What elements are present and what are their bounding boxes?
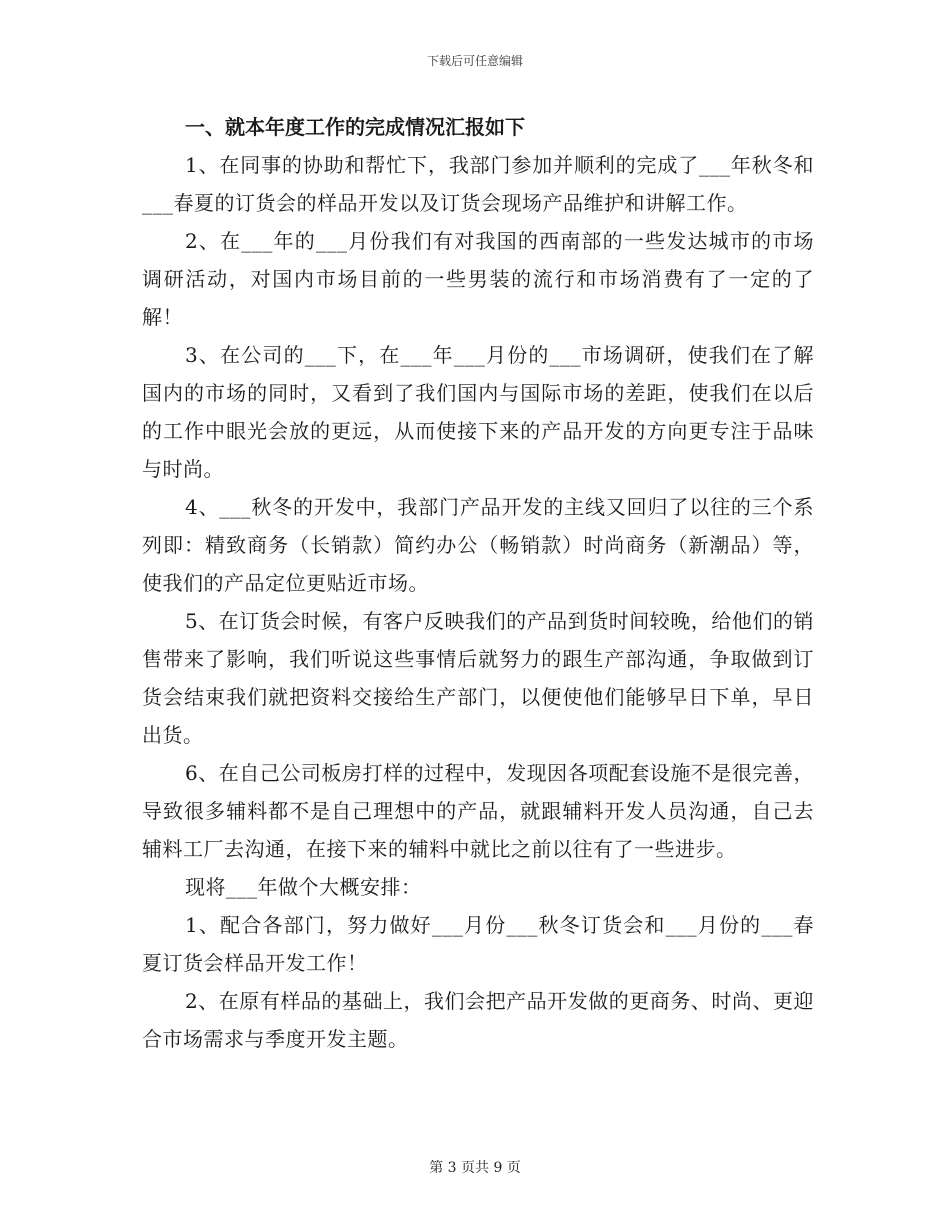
paragraph-2: 2、在___年的___月份我们有对我国的西南部的一些发达城市的市场调研活动，对国内市场目前的一些男装的流行和市场消费有了一定的了解！ — [142, 229, 814, 329]
section-heading: 一、就本年度工作的完成情况汇报如下 — [185, 115, 525, 139]
page-header-note: 下载后可任意编辑 — [426, 54, 523, 68]
plan-item-1: 1、配合各部门，努力做好___月份___秋冬订货会和___月份的___春夏订货会样品开发工作！ — [142, 913, 814, 975]
document-body — [142, 108, 814, 1058]
paragraph-6: 6、在自己公司板房打样的过程中，发现因各项配套设施不是很完善，导致很多辅料都不是自己理想中的产品，就跟辅料开发人员沟通，自己去辅料工厂去沟通，在接下来的辅料中就比之前以往有了一些进步。 — [142, 761, 814, 861]
page-number: 第 3 页共 9 页 — [429, 1160, 521, 1176]
plan-item-2: 2、在原有样品的基础上，我们会把产品开发做的更商务、时尚、更迎合市场需求与季度开发主题。 — [142, 989, 814, 1051]
paragraph-4: 4、___秋冬的开发中，我部门产品开发的主线又回归了以往的三个系列即：精致商务（长销款）简约办公（畅销款）时尚商务（新潮品）等，使我们的产品定位更贴近市场。 — [142, 495, 814, 595]
plan-intro: 现将___年做个大概安排： — [185, 875, 422, 899]
paragraph-1: 1、在同事的协助和帮忙下，我部门参加并顺利的完成了___年秋冬和___春夏的订货会的样品开发以及订货会现场产品维护和讲解工作。 — [142, 153, 814, 215]
paragraph-3: 3、在公司的___下，在___年___月份的___市场调研，使我们在了解国内的市场的同时，又看到了我们国内与国际市场的差距，使我们在以后的工作中眼光会放的更远，从而使接下来的产品开发的方向更专注于品味与时尚。 — [142, 343, 814, 481]
paragraph-5: 5、在订货会时候，有客户反映我们的产品到货时间较晚，给他们的销售带来了影响，我们听说这些事情后就努力的跟生产部沟通，争取做到订货会结束我们就把资料交接给生产部门，以便使他们能够早日下单，早日出货。 — [142, 609, 814, 747]
